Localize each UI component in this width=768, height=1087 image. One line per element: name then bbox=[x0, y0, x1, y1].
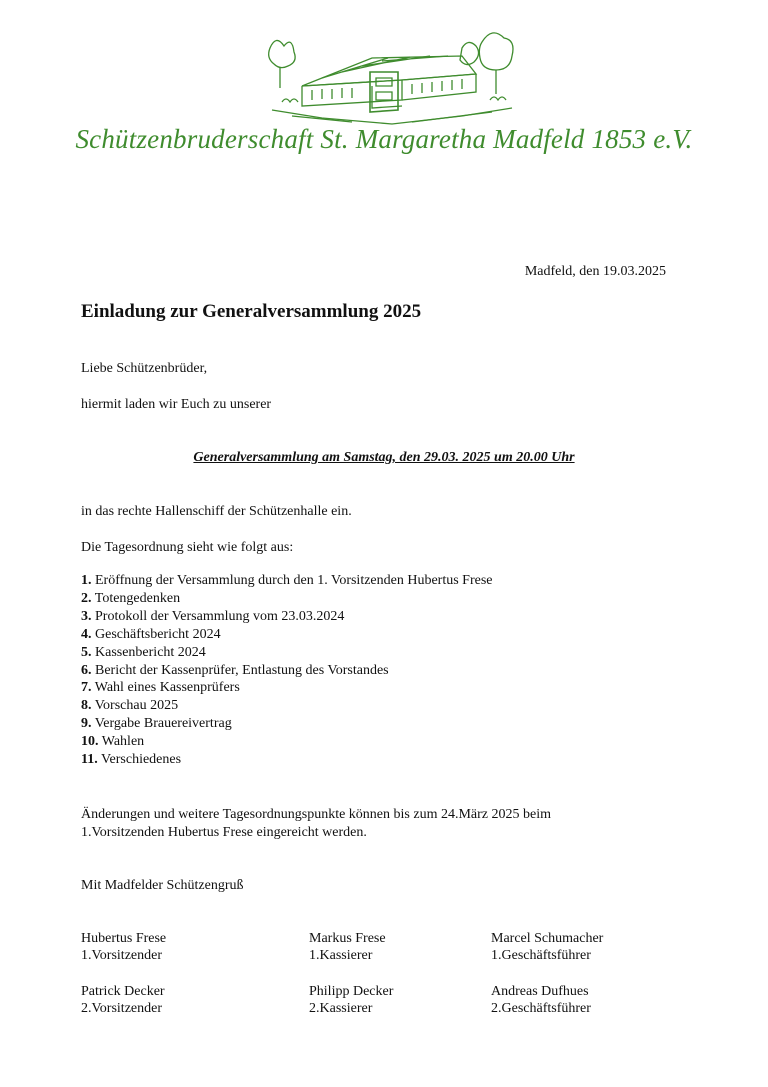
signature-block bbox=[309, 930, 386, 964]
notice-line-1: Änderungen und weitere Tagesordnungspunkte können bis zum 24.März 2025 beim bbox=[81, 807, 551, 822]
signature-block bbox=[81, 983, 165, 1017]
list-item: 10. Wahlen bbox=[81, 734, 145, 750]
notice-line-2: 1.Vorsitzenden Hubertus Frese eingereicht werden. bbox=[81, 825, 367, 840]
location-text: in das rechte Hallenschiff der Schützenhalle ein. bbox=[81, 504, 352, 519]
signature-block bbox=[81, 930, 166, 964]
list-item: 3. Protokoll der Versammlung vom 23.03.2024 bbox=[81, 608, 345, 624]
agenda-list bbox=[81, 572, 493, 769]
list-item: 11. Verschiedenes bbox=[81, 752, 182, 768]
signature-name: Marcel Schumacher bbox=[491, 931, 604, 946]
agenda-intro: Die Tagesordnung sieht wie folgt aus: bbox=[81, 540, 294, 555]
signature-name: Andreas Dufhues bbox=[491, 984, 589, 999]
signature-role: 1.Geschäftsführer bbox=[491, 948, 591, 963]
list-item: 1. Eröffnung der Versammlung durch den 1. Vorsitzenden Hubertus Frese bbox=[81, 573, 493, 588]
signature-role: 1.Vorsitzender bbox=[81, 948, 162, 963]
event-line: Generalversammlung am Samstag, den 29.03. 2025 um 20.00 Uhr bbox=[193, 450, 575, 465]
list-item: 2. Totengedenken bbox=[81, 590, 181, 606]
signature-block bbox=[309, 983, 393, 1017]
signature-name: Patrick Decker bbox=[81, 984, 165, 999]
organization-name: Schützenbruderschaft St. Margaretha Madfeld 1853 e.V. bbox=[75, 124, 693, 154]
list-item: 4. Geschäftsbericht 2024 bbox=[81, 626, 221, 642]
list-item: 9. Vergabe Brauereivertrag bbox=[81, 716, 232, 732]
list-item: 7. Wahl eines Kassenprüfers bbox=[81, 680, 240, 696]
signature-role: 2.Kassierer bbox=[309, 1001, 373, 1016]
salutation: Liebe Schützenbrüder, bbox=[81, 361, 208, 376]
signature-name: Philipp Decker bbox=[309, 984, 394, 999]
list-item: 8. Vorschau 2025 bbox=[81, 698, 179, 714]
clubhouse-sketch-icon bbox=[262, 28, 524, 128]
signature-role: 2.Vorsitzender bbox=[81, 1001, 162, 1016]
signature-block bbox=[491, 983, 591, 1017]
signature-name: Markus Frese bbox=[309, 931, 386, 946]
letter-date: Madfeld, den 19.03.2025 bbox=[524, 264, 666, 279]
signature-role: 2.Geschäftsführer bbox=[491, 1001, 591, 1016]
list-item: 6. Bericht der Kassenprüfer, Entlastung des Vorstandes bbox=[81, 662, 389, 678]
list-item: 5. Kassenbericht 2024 bbox=[81, 644, 206, 660]
letter-title: Einladung zur Generalversammlung 2025 bbox=[81, 301, 422, 322]
signature-role: 1.Kassierer bbox=[309, 948, 373, 963]
signature-name: Hubertus Frese bbox=[81, 931, 167, 946]
signature-block bbox=[491, 930, 603, 964]
closing-greeting: Mit Madfelder Schützengruß bbox=[81, 878, 244, 893]
intro-text: hiermit laden wir Euch zu unserer bbox=[81, 397, 272, 412]
